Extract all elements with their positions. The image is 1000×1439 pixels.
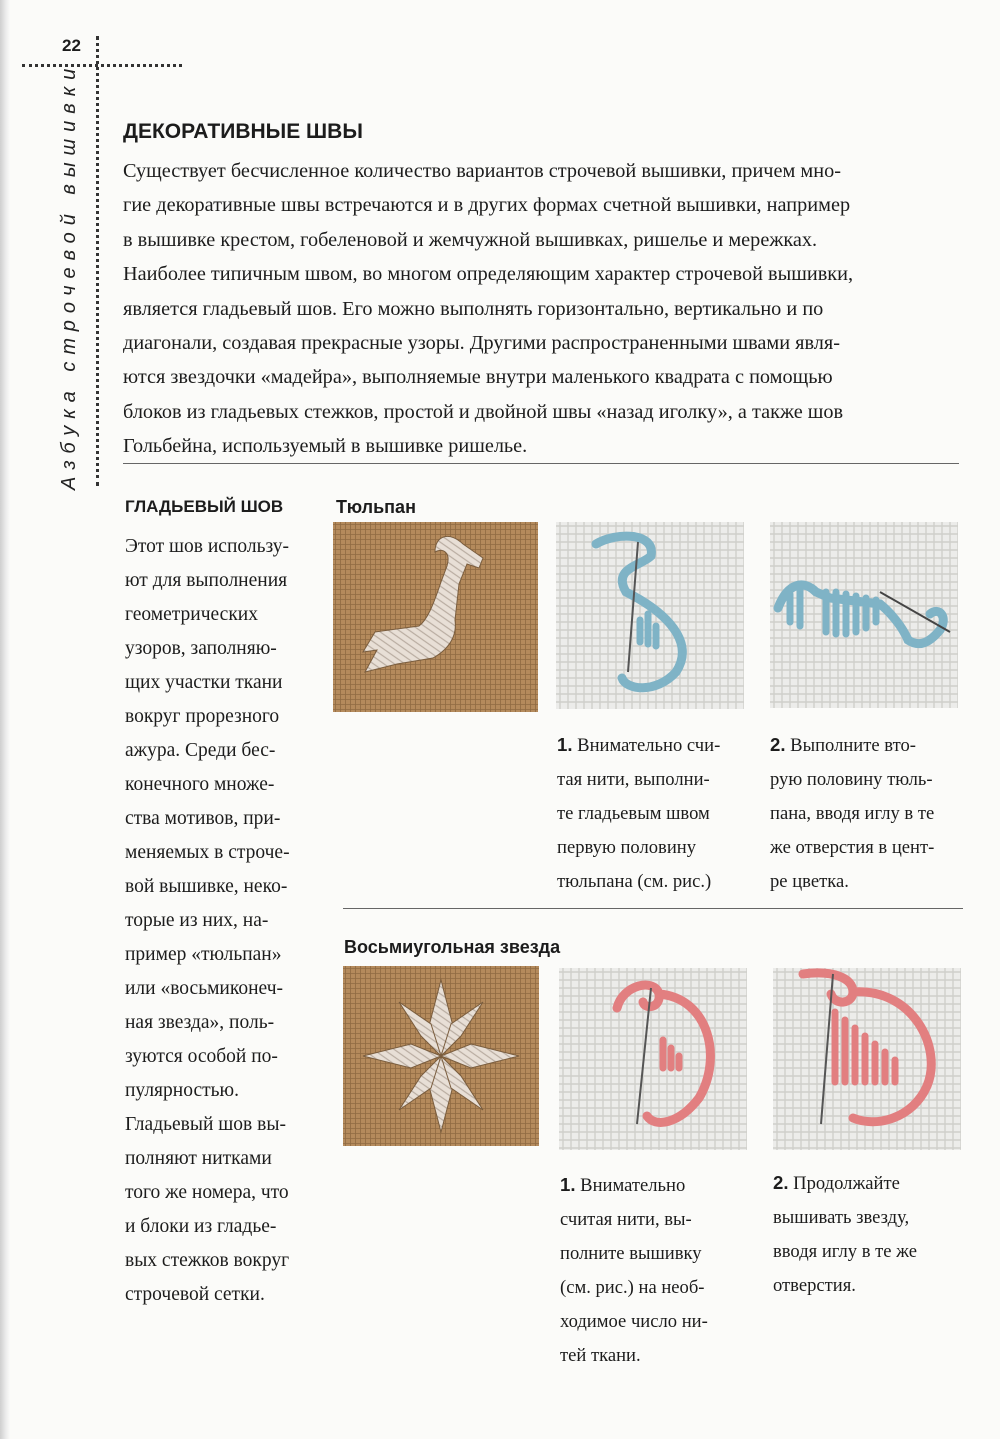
intro-line: Наиболее типичным швом, во многом определяющим характер строчевой вышивки, [123,263,854,286]
text-line: строчевой сетки. [125,1284,265,1305]
text-line: Этот шов использу- [125,536,290,557]
intro-line: Гольбейна, используемый в вышивке ришелье. [123,435,528,458]
divider-top [123,463,959,464]
text-line: отверстия. [773,1275,856,1296]
step-number: 1. [557,734,573,755]
text-line: ства мотивов, при- [125,808,281,829]
intro-line: блоков из гладьевых стежков, простой и двойной швы «назад иголку», а также шов [123,400,844,423]
text-line: пример «тюльпан» [125,944,282,965]
text-line: меняемых в строче- [125,842,290,863]
text-line: щих участки ткани [125,672,283,693]
star-step1-caption [560,1168,708,1373]
intro-line: в вышивке крестом, гобеленовой и жемчужной вышивках, ришелье и мережках. [123,228,818,251]
text-line: зуются особой по- [125,1046,278,1067]
intro-line: диагонали, создавая прекрасные узоры. Другими распространенными швами явля- [123,332,841,355]
star-step2-diagram [773,968,961,1150]
intro-paragraph [123,154,968,464]
text-line: пулярностью. [125,1080,239,1101]
text-line: рую половину тюль- [770,769,933,790]
text-line: первую половину [557,837,697,858]
text-line: ходимое число ни- [560,1311,708,1332]
text-line: пана, вводя иглу в те [770,803,935,824]
dotted-rule-vertical [96,36,99,486]
text-line: вводя иглу в те же [773,1241,918,1262]
tulip-title: Тюльпан [336,497,416,517]
intro-line: ются звездочки «мадейра», выполняемые внутри маленького квадрата с помощью [123,366,833,389]
tulip-step1-diagram [556,522,744,709]
star-title: Восьмиугольная звезда [344,937,561,957]
text-line: же отверстия в цент- [770,837,935,858]
satin-stitch-title: ГЛАДЬЕВЫЙ ШОВ [125,497,284,516]
tulip-step2-diagram [770,522,958,708]
dotted-rule-horizontal [22,64,182,67]
text-line: ажура. Среди бес- [125,740,276,761]
tulip-finished-photo [333,522,538,712]
text-line: вышивать звезду, [773,1207,910,1228]
text-line: конечного множе- [125,774,275,795]
text-line: полните вышивку [560,1243,702,1264]
intro-line: Существует бесчисленное количество вариантов строчевой вышивки, причем мно- [123,160,841,182]
running-head: Азбука строчевой вышивки [58,61,80,490]
text-line: Внимательно счи- [577,735,721,756]
text-line: вокруг прорезного [125,706,280,727]
intro-line: гие декоративные швы встречаются и в других формах счетной вышивки, например [123,194,851,217]
tulip-step1-caption [557,728,720,899]
text-line: ре цветка. [770,871,849,892]
text-line: геометрических [125,604,258,625]
star-finished-photo [343,966,539,1146]
text-line: того же номера, что [125,1182,289,1203]
text-line: ют для выполнения [125,570,288,591]
text-line: или «восьмиконеч- [125,978,283,999]
page-number: 22 [62,36,81,55]
text-line: Продолжайте [793,1173,900,1194]
text-line: Выполните вто- [790,735,916,756]
text-line: полняют нитками [125,1148,272,1169]
text-line: и блоки из гладье- [125,1216,277,1237]
star-step1-diagram [559,968,747,1150]
text-line: Внимательно [580,1175,686,1196]
satin-stitch-text [125,530,325,1312]
text-line: (см. рис.) на необ- [560,1277,705,1298]
tulip-step2-caption [770,728,934,899]
text-line: узоров, заполняю- [125,638,277,659]
text-line: те гладьевым швом [557,803,710,824]
section-title: ДЕКОРАТИВНЫЕ ШВЫ [123,120,363,143]
text-line: считая нити, вы- [560,1209,692,1230]
text-line: Гладьевый шов вы- [125,1114,286,1135]
text-line: тая нити, выполни- [557,769,710,790]
step-number: 2. [770,734,786,755]
step-number: 2. [773,1172,789,1193]
text-line: вой вышивке, неко- [125,876,288,897]
page-edge [0,0,10,1439]
divider-middle [343,908,963,909]
text-line: тей ткани. [560,1345,641,1366]
step-number: 1. [560,1174,576,1195]
text-line: ная звезда», поль- [125,1012,275,1033]
star-step2-caption [773,1166,917,1303]
text-line: торые из них, на- [125,910,269,931]
intro-line: является гладьевый шов. Его можно выполнять горизонтально, вертикально и по [123,297,824,320]
text-line: вых стежков вокруг [125,1250,290,1271]
text-line: тюльпана (см. рис.) [557,871,712,892]
